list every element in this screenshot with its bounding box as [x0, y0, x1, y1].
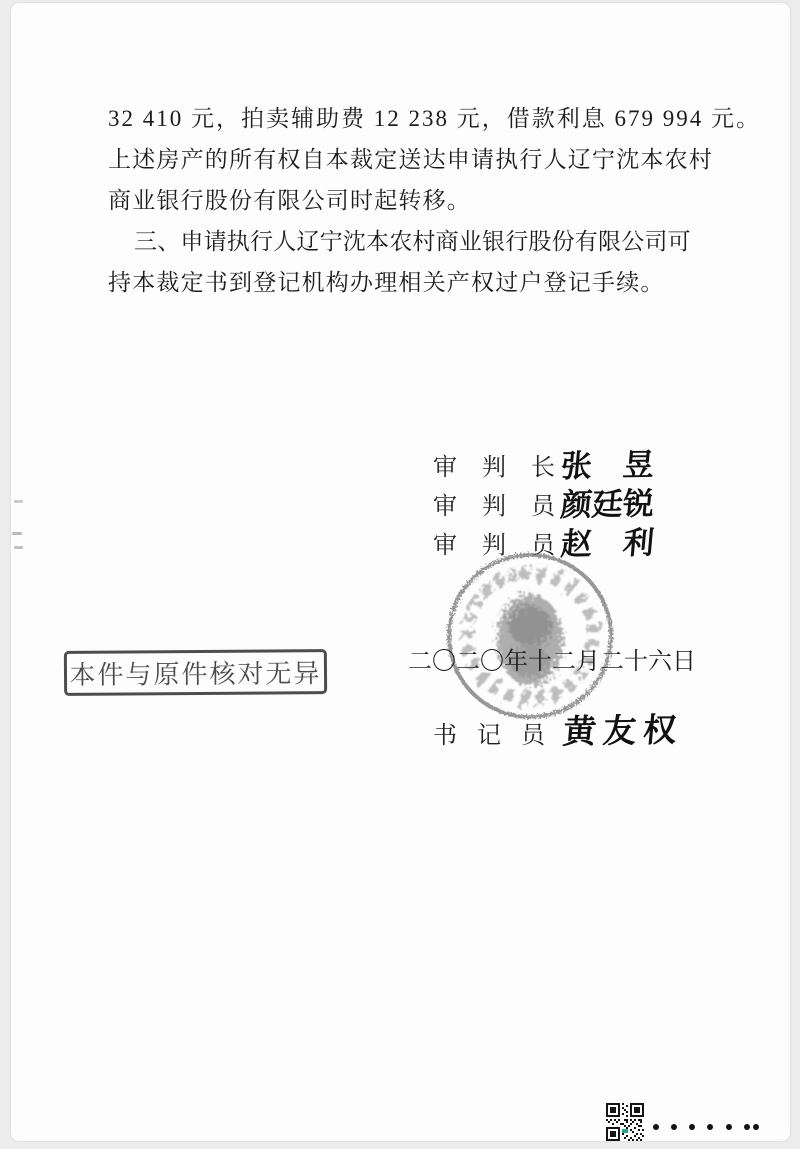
judge-role-label: 审判长 — [433, 454, 555, 481]
scan-mark — [14, 546, 23, 549]
body-text-line: 持本裁定书到登记机构办理相关产权过户登记手续。 — [108, 270, 665, 295]
scan-mark — [14, 500, 23, 503]
dot — [707, 1124, 713, 1130]
judge-name-signature: 赵 利 — [559, 525, 656, 562]
dot — [671, 1124, 677, 1130]
verification-stamp: 本件与原件核对无异 — [64, 649, 327, 696]
court-seal-icon — [444, 550, 616, 722]
signature-row-clerk — [433, 712, 685, 752]
judge-name-signature: 张 昱 — [559, 447, 656, 484]
judge-role-label: 审判员 — [433, 532, 555, 559]
dot — [689, 1124, 695, 1130]
clerk-role-label: 书记员 — [433, 722, 545, 749]
body-text-line: 商业银行股份有限公司时起转移。 — [108, 188, 471, 213]
judge-name-signature: 颜廷锐 — [559, 486, 656, 523]
body-text-line: 三、申请执行人辽宁沈本农村商业银行股份有限公司可 — [134, 229, 691, 254]
dot — [726, 1124, 732, 1130]
signature-row-presiding-judge — [433, 447, 656, 484]
body-text-line: 上述房产的所有权自本裁定送达申请执行人辽宁沈本农村 — [108, 147, 713, 172]
judge-role-label: 审判员 — [433, 493, 555, 520]
dot — [653, 1124, 659, 1130]
dot — [744, 1124, 750, 1130]
dot — [753, 1124, 759, 1130]
clerk-name-signature: 黄友权 — [561, 712, 685, 752]
signature-row-judge — [433, 525, 656, 562]
scan-mark — [12, 532, 22, 535]
qr-code-icon — [606, 1103, 644, 1141]
body-text-line: 32 410 元，拍卖辅助费 12 238 元，借款利息 679 994 元。 — [108, 106, 761, 131]
signature-row-judge — [433, 486, 656, 523]
document-date: 二〇二〇年十二月二十六日 — [408, 649, 696, 675]
